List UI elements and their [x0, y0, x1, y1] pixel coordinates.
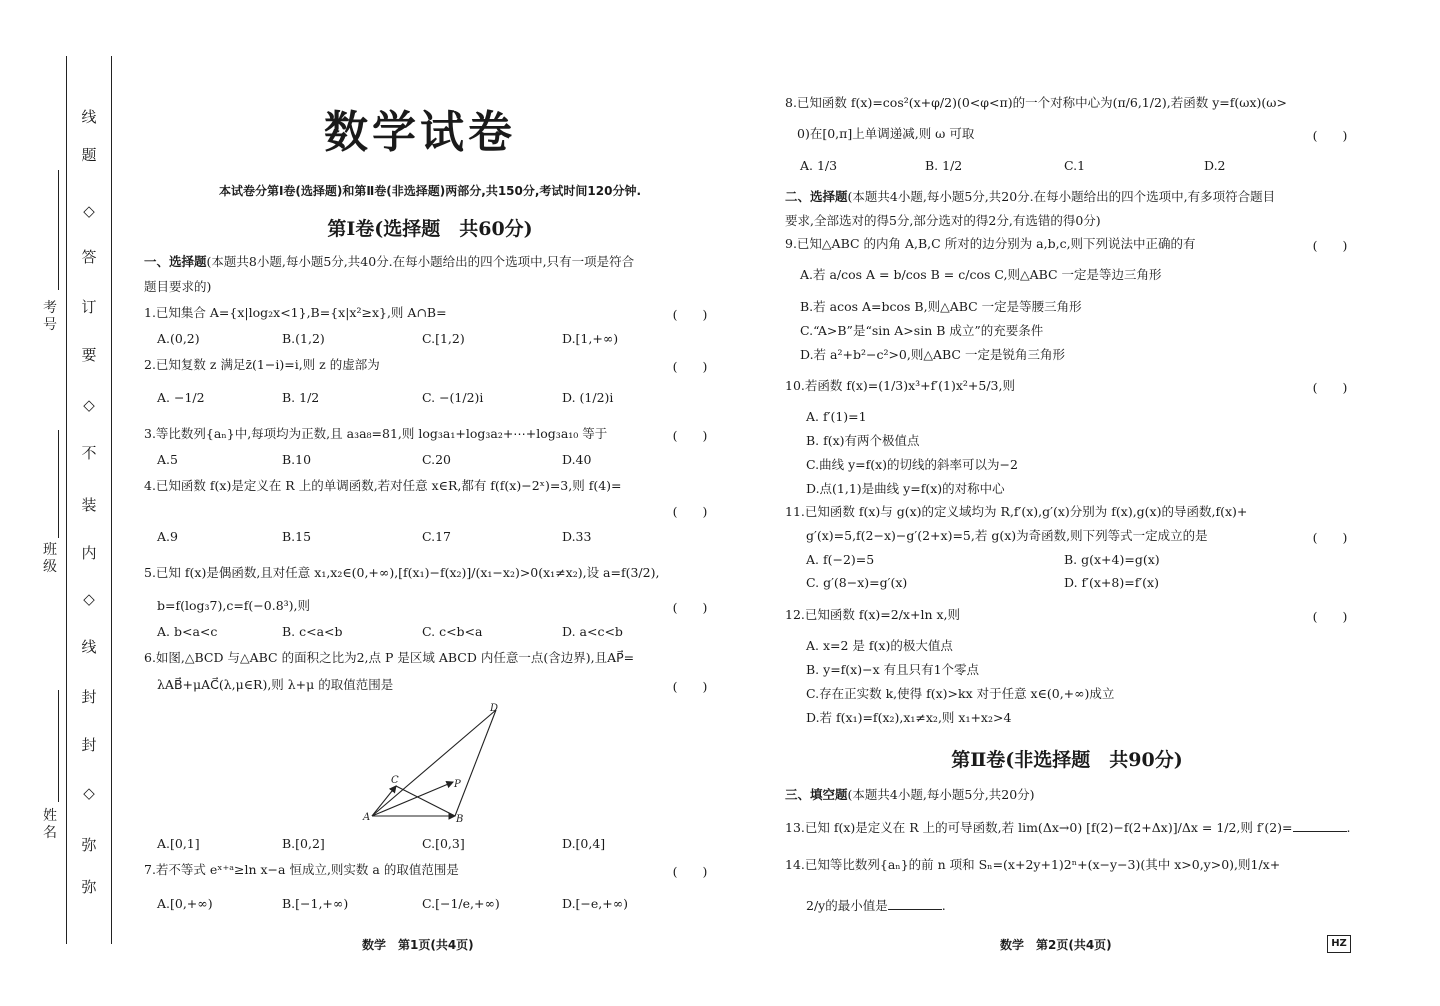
- q2-option-d: D. (1/2)i: [562, 390, 614, 405]
- seal-char: 弥: [81, 836, 97, 854]
- field-exam-number-line: [58, 170, 59, 290]
- q3-option-a: A.5: [157, 452, 178, 467]
- q5-stem2: b=f(log₃7),c=f(−0.8³),则: [157, 598, 311, 613]
- seal-char: 线: [81, 638, 97, 656]
- q3-option-d: D.40: [562, 452, 592, 467]
- q1-option-d: D.[1,+∞): [562, 331, 619, 346]
- section2-title: 二、选择题: [785, 189, 848, 204]
- q6-figure-label-d: D: [490, 703, 499, 714]
- q1-stem: 1.已知集合 A={x|log₂x<1},B={x|x²≥x},则 A∩B=: [144, 305, 447, 320]
- q4-stem: 4.已知函数 f(x)是定义在 R 上的单调函数,若对任意 x∈R,都有 f(f(x)−2ˣ)=3,则 f(4)=: [144, 478, 622, 493]
- q8-stem2: 0)在[0,π]上单调递减,则 ω 可取: [797, 126, 975, 141]
- q10-answer-paren: ( ): [1312, 380, 1348, 395]
- q14-answer-blank[interactable]: [888, 897, 942, 910]
- section1-desc2: 题目要求的): [144, 279, 212, 294]
- q14-line2: [806, 897, 946, 914]
- q8-option-d: D.2: [1204, 158, 1226, 173]
- seal-diamond-icon: ◇: [83, 590, 95, 608]
- q3-option-b: B.10: [282, 452, 312, 467]
- q6-figure-label-b: B: [456, 814, 464, 825]
- q7-option-a: A.[0,+∞): [157, 896, 213, 911]
- seal-char: 弥: [81, 878, 97, 896]
- section3-title: 三、填空题: [785, 787, 848, 802]
- seal-char: 订: [81, 298, 97, 316]
- q3-answer-paren: ( ): [672, 428, 708, 443]
- footer-page-1: 数学 第1页(共4页): [362, 938, 474, 952]
- q9-option-b: B.若 acos A=bcos B,则△ABC 一定是等腰三角形: [800, 299, 1082, 314]
- q11-option-a: A. f(−2)=5: [806, 552, 875, 567]
- paper-code-badge: HZ: [1327, 935, 1351, 953]
- q6-option-d: D.[0,4]: [562, 836, 606, 851]
- q11-option-d: D. f′(x+8)=f′(x): [1064, 575, 1159, 590]
- q5-option-a: A. b<a<c: [157, 624, 218, 639]
- q11-option-c: C. g′(8−x)=g′(x): [806, 575, 908, 590]
- q6-option-b: B.[0,2]: [282, 836, 325, 851]
- section1-header: [144, 254, 634, 270]
- q4-answer-paren: ( ): [672, 504, 708, 519]
- q6-stem: 6.如图,△BCD 与△ABC 的面积之比为2,点 P 是区域 ABCD 内任意一点(含边界),且AP⃗=: [144, 650, 635, 665]
- q10-option-b: B. f(x)有两个极值点: [806, 433, 920, 448]
- field-name-line: [58, 690, 59, 802]
- q5-answer-paren: ( ): [672, 600, 708, 615]
- q12-option-d: D.若 f(x₁)=f(x₂),x₁≠x₂,则 x₁+x₂>4: [806, 710, 1012, 725]
- binding-line-right: [111, 56, 112, 944]
- section1-desc: (本题共8小题,每小题5分,共40分.在每小题给出的四个选项中,只有一项是符合: [206, 254, 635, 269]
- q2-option-c: C. −(1/2)i: [422, 390, 484, 405]
- exam-intro: 本试卷分第Ⅰ卷(选择题)和第Ⅱ卷(非选择题)两部分,共150分,考试时间120分钟.: [218, 184, 642, 198]
- q12-option-b: B. y=f(x)−x 有且只有1个零点: [806, 662, 980, 677]
- q10-stem: 10.若函数 f(x)=(1/3)x³+f′(1)x²+5/3,则: [785, 378, 1015, 393]
- q8-option-c: C.1: [1064, 158, 1086, 173]
- part2-title: 第Ⅱ卷(非选择题 共90分): [951, 749, 1183, 771]
- q11-answer-paren: ( ): [1312, 530, 1348, 545]
- q2-stem: 2.已知复数 z 满足z̄(1−i)=i,则 z 的虚部为: [144, 357, 380, 372]
- q7-stem: 7.若不等式 eˣ⁺ᵃ≥ln x−a 恒成立,则实数 a 的取值范围是: [144, 862, 459, 877]
- q2-answer-paren: ( ): [672, 359, 708, 374]
- part1-title: 第Ⅰ卷(选择题 共60分): [327, 218, 533, 240]
- q9-option-a: A.若 a/cos A = b/cos B = c/cos C,则△ABC 一定是等边三角形: [800, 267, 1162, 282]
- q11-stem2: g′(x)=5,f(2−x)−g′(2+x)=5,若 g(x)为奇函数,则下列等式一定成立的是: [806, 528, 1208, 543]
- q6-figure-label-p: P: [454, 779, 461, 790]
- q6-option-a: A.[0,1]: [157, 836, 200, 851]
- q10-option-c: C.曲线 y=f(x)的切线的斜率可以为−2: [806, 457, 1018, 472]
- q3-stem: 3.等比数列{aₙ}中,每项均为正数,且 a₃a₈=81,则 log₃a₁+log₃a₂+⋯+log₃a₁₀ 等于: [144, 426, 608, 441]
- q1-option-a: A.(0,2): [157, 331, 200, 346]
- q2-option-b: B. 1/2: [282, 390, 320, 405]
- section2-header: [785, 189, 1275, 205]
- q13-answer-blank[interactable]: [1293, 819, 1347, 832]
- q8-stem: 8.已知函数 f(x)=cos²(x+φ/2)(0<φ<π)的一个对称中心为(π/6,1/2),若函数 y=f(ωx)(ω>: [785, 95, 1287, 110]
- seal-diamond-icon: ◇: [83, 784, 95, 802]
- q1-option-c: C.[1,2): [422, 331, 465, 346]
- q14-end: .: [941, 898, 946, 913]
- q8-option-b: B. 1/2: [925, 158, 963, 173]
- q7-option-d: D.[−e,+∞): [562, 896, 629, 911]
- seal-char: 不: [81, 444, 97, 462]
- q4-option-b: B.15: [282, 529, 312, 544]
- seal-char: 内: [81, 544, 97, 562]
- exam-title: 数学试卷: [324, 107, 516, 158]
- section3-desc: (本题共4小题,每小题5分,共20分): [847, 787, 1035, 802]
- q13-end: .: [1346, 820, 1351, 835]
- q6-option-c: C.[0,3]: [422, 836, 465, 851]
- q7-option-b: B.[−1,+∞): [282, 896, 349, 911]
- q9-option-c: C.“A>B”是“sin A>sin B 成立”的充要条件: [800, 323, 1044, 338]
- q12-option-c: C.存在正实数 k,使得 f(x)>kx 对于任意 x∈(0,+∞)成立: [806, 686, 1115, 701]
- q6-answer-paren: ( ): [672, 679, 708, 694]
- seal-char: 封: [81, 736, 97, 754]
- q11-stem: 11.已知函数 f(x)与 g(x)的定义域均为 R,f′(x),g′(x)分别为 f(x),g(x)的导函数,f(x)+: [785, 504, 1248, 519]
- seal-char: 答: [81, 248, 97, 266]
- section1-title: 一、选择题: [144, 254, 207, 269]
- seal-diamond-icon: ◇: [83, 396, 95, 414]
- q13-stem: 13.已知 f(x)是定义在 R 上的可导函数,若 lim(Δx→0) [f(2)−f(2+Δx)]/Δx = 1/2,则 f′(2)=: [785, 820, 1293, 835]
- q4-option-d: D.33: [562, 529, 592, 544]
- q6-stem2: λAB⃗+μAC⃗(λ,μ∈R),则 λ+μ 的取值范围是: [157, 677, 394, 692]
- q6-figure: [360, 700, 510, 828]
- q6-figure-edge-db: [455, 710, 496, 816]
- seal-diamond-icon: ◇: [83, 202, 95, 220]
- q11-option-b: B. g(x+4)=g(x): [1064, 552, 1160, 567]
- q12-answer-paren: ( ): [1312, 609, 1348, 624]
- field-name: 姓 名: [43, 808, 57, 841]
- section3-header: [785, 787, 1035, 803]
- q6-figure-edge-ad: [372, 710, 496, 816]
- q9-option-d: D.若 a²+b²−c²>0,则△ABC 一定是锐角三角形: [800, 347, 1065, 362]
- binding-line-left: [66, 56, 67, 944]
- q10-option-d: D.点(1,1)是曲线 y=f(x)的对称中心: [806, 481, 1005, 496]
- q12-option-a: A. x=2 是 f(x)的极大值点: [806, 638, 953, 653]
- field-class-line: [58, 430, 59, 538]
- q8-answer-paren: ( ): [1312, 128, 1348, 143]
- seal-char: 要: [81, 346, 97, 364]
- q4-option-c: C.17: [422, 529, 451, 544]
- q5-option-c: C. c<b<a: [422, 624, 483, 639]
- q2-option-a: A. −1/2: [157, 390, 205, 405]
- q14-stem2: 2/y的最小值是: [806, 898, 888, 913]
- q1-answer-paren: ( ): [672, 307, 708, 322]
- seal-char: 题: [81, 146, 97, 164]
- q1-option-b: B.(1,2): [282, 331, 325, 346]
- seal-char: 装: [81, 496, 97, 514]
- q7-option-c: C.[−1/e,+∞): [422, 896, 500, 911]
- q8-option-a: A. 1/3: [800, 158, 838, 173]
- q4-option-a: A.9: [157, 529, 178, 544]
- field-class: 班 级: [43, 542, 57, 575]
- footer-page-2: 数学 第2页(共4页): [1000, 938, 1112, 952]
- seal-char: 线: [81, 108, 97, 126]
- section2-desc2: 要求,全部选对的得5分,部分选对的得2分,有选错的得0分): [785, 213, 1101, 228]
- q7-answer-paren: ( ): [672, 864, 708, 879]
- q12-stem: 12.已知函数 f(x)=2/x+ln x,则: [785, 607, 960, 622]
- seal-char: 封: [81, 688, 97, 706]
- q6-figure-vector-ap: [372, 782, 453, 816]
- q6-figure-label-c: C: [391, 775, 399, 786]
- q14-stem: 14.已知等比数列{aₙ}的前 n 项和 Sₙ=(x+2y+1)2ⁿ+(x−y−3)(其中 x>0,y>0),则1/x+: [785, 857, 1281, 872]
- q9-answer-paren: ( ): [1312, 238, 1348, 253]
- q3-option-c: C.20: [422, 452, 451, 467]
- section2-desc: (本题共4小题,每小题5分,共20分.在每小题给出的四个选项中,有多项符合题目: [847, 189, 1276, 204]
- q5-option-b: B. c<a<b: [282, 624, 343, 639]
- q13-line: [785, 819, 1351, 836]
- q6-figure-edge-cb: [396, 786, 455, 816]
- field-exam-number: 考 号: [43, 300, 57, 333]
- q9-stem: 9.已知△ABC 的内角 A,B,C 所对的边分别为 a,b,c,则下列说法中正确的有: [785, 236, 1196, 251]
- q5-stem: 5.已知 f(x)是偶函数,且对任意 x₁,x₂∈(0,+∞),[f(x₁)−f(x₂)]/(x₁−x₂)>0(x₁≠x₂),设 a=f(3/2),: [144, 565, 660, 580]
- q6-figure-label-a: A: [363, 812, 371, 823]
- q10-option-a: A. f′(1)=1: [806, 409, 867, 424]
- q5-option-d: D. a<c<b: [562, 624, 623, 639]
